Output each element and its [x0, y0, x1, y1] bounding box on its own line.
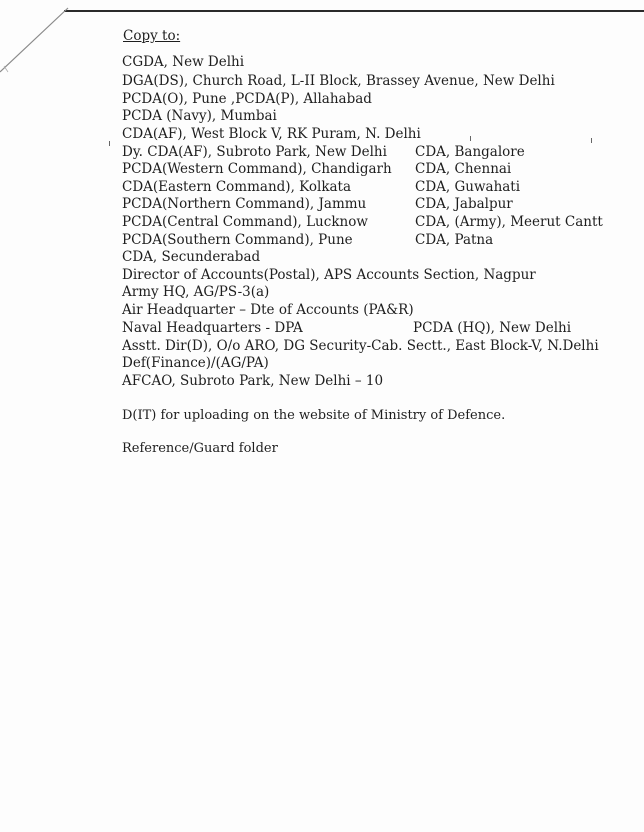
recipient-cda-secunderabad: CDA, Secunderabad: [122, 249, 261, 265]
recipient-cda-bangalore: CDA, Bangalore: [415, 144, 525, 160]
recipient-naval-hq: Naval Headquarters - DPA: [122, 320, 303, 336]
copy-to-heading: Copy to:: [123, 28, 181, 44]
recipient-cda-guwahati: CDA, Guwahati: [415, 179, 521, 195]
recipient-director-postal: Director of Accounts(Postal), APS Accounts Section, Nagpur: [122, 267, 536, 283]
recipient-cda-eastern: CDA(Eastern Command), Kolkata: [122, 179, 352, 195]
recipient-pcda-western: PCDA(Western Command), Chandigarh: [122, 161, 392, 177]
recipient-pcda-northern: PCDA(Northern Command), Jammu: [122, 196, 367, 212]
recipient-pcda-navy: PCDA (Navy), Mumbai: [122, 108, 277, 124]
scan-speck: [470, 136, 471, 141]
reference-note: Reference/Guard folder: [122, 441, 278, 456]
recipient-pcda-central: PCDA(Central Command), Lucknow: [122, 214, 368, 230]
recipient-dy-cda-af: Dy. CDA(AF), Subroto Park, New Delhi: [122, 144, 387, 160]
recipient-air-hq: Air Headquarter – Dte of Accounts (PA&R): [122, 302, 414, 318]
recipient-asstt-dir: Asstt. Dir(D), O/o ARO, DG Security-Cab. Sectt., East Block-V, N.Delhi: [122, 338, 599, 354]
recipient-pcda-southern: PCDA(Southern Command), Pune: [122, 232, 353, 248]
scan-speck: [109, 141, 110, 146]
folded-corner-mark: [0, 0, 70, 75]
recipient-cda-chennai: CDA, Chennai: [415, 161, 512, 177]
recipient-cgda: CGDA, New Delhi: [122, 54, 245, 70]
recipient-cda-patna: CDA, Patna: [415, 232, 494, 248]
scan-speck: [591, 138, 592, 143]
recipient-cda-af: CDA(AF), West Block V, RK Puram, N. Delhi: [122, 126, 421, 142]
recipient-cda-jabalpur: CDA, Jabalpur: [415, 196, 513, 212]
recipient-cda-meerut: CDA, (Army), Meerut Cantt: [415, 214, 603, 230]
recipient-pcda-o-p: PCDA(O), Pune ,PCDA(P), Allahabad: [122, 91, 372, 107]
recipient-afcao: AFCAO, Subroto Park, New Delhi – 10: [122, 373, 384, 389]
recipient-dga-ds: DGA(DS), Church Road, L-II Block, Brassey Avenue, New Delhi: [122, 73, 555, 89]
recipient-def-finance: Def(Finance)/(AG/PA): [122, 355, 269, 371]
recipient-army-hq: Army HQ, AG/PS-3(a): [122, 284, 270, 300]
recipient-pcda-hq: PCDA (HQ), New Delhi: [413, 320, 572, 336]
scan-top-edge: [64, 10, 644, 12]
upload-note: D(IT) for uploading on the website of Ministry of Defence.: [122, 408, 506, 423]
